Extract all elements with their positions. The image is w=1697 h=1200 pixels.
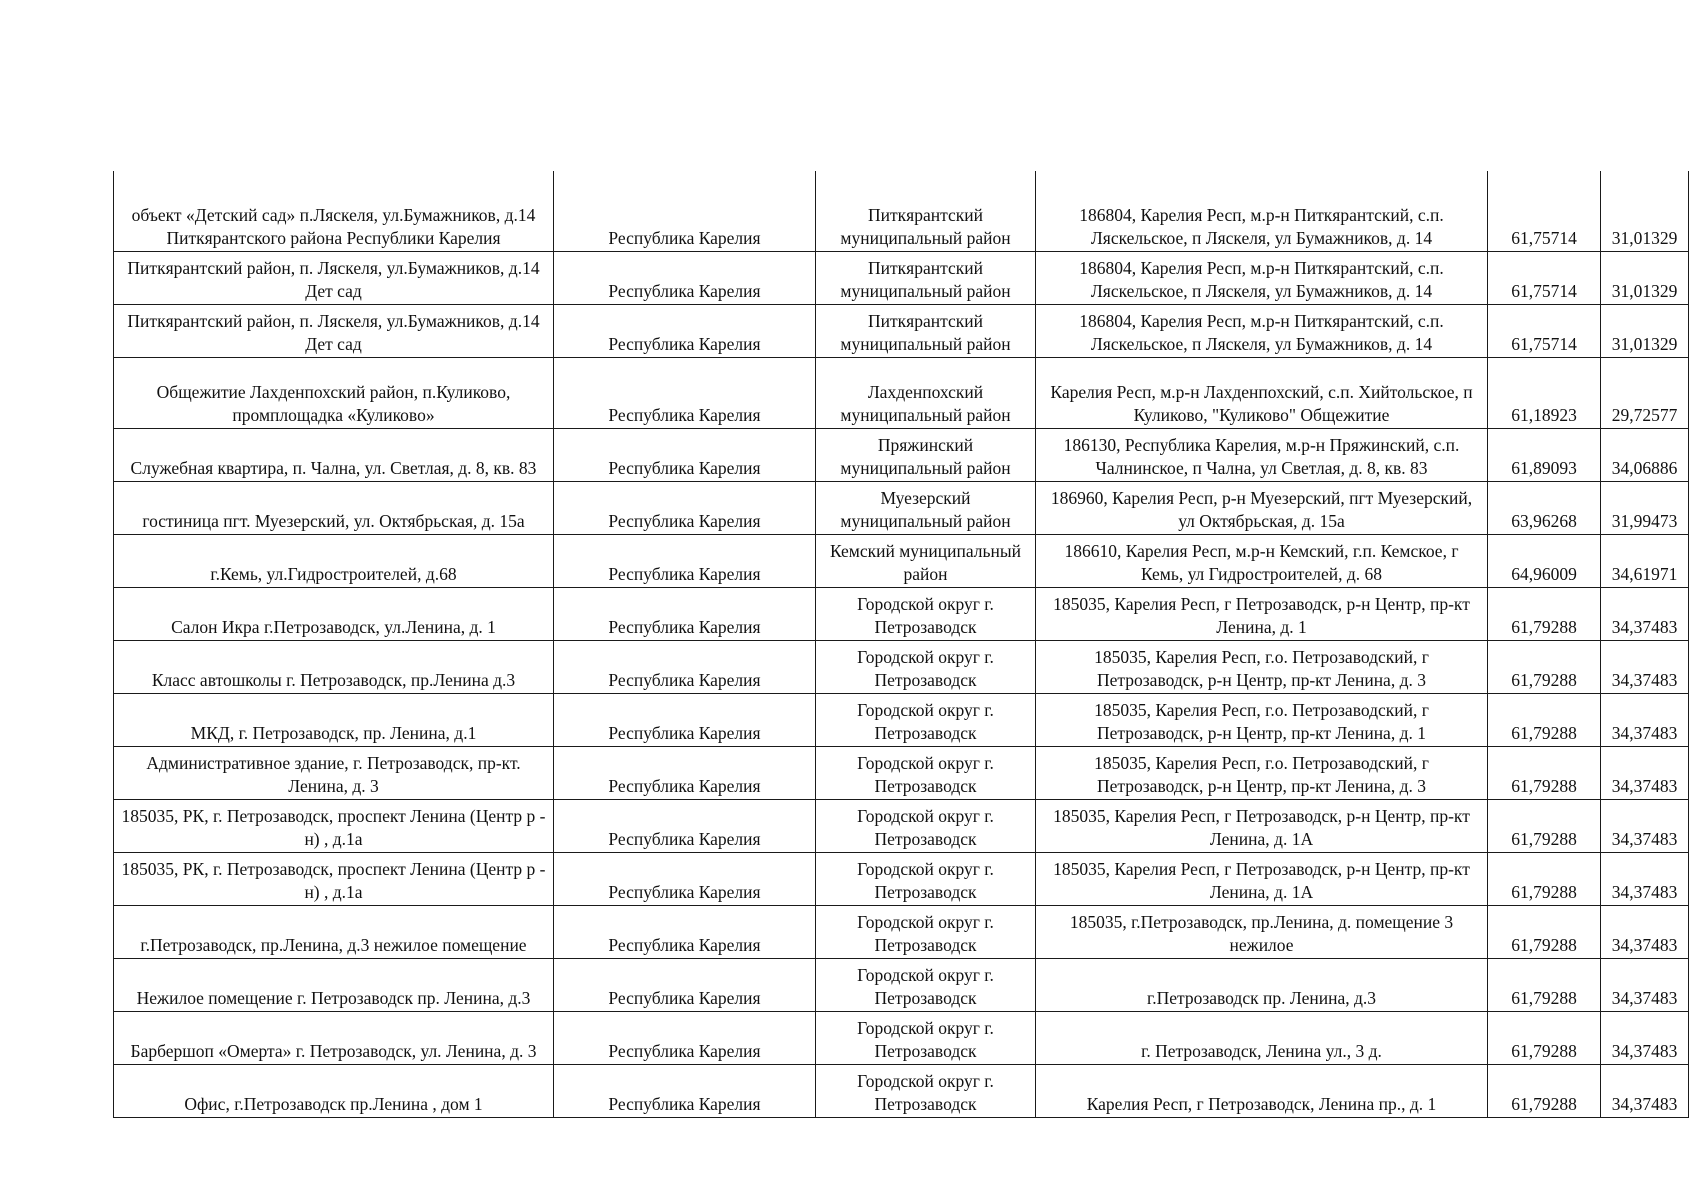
longitude-cell: 34,37483 bbox=[1601, 905, 1689, 958]
region-cell: Республика Карелия bbox=[554, 799, 816, 852]
object-name-cell: объект «Детский сад» п.Ляскеля, ул.Бумажников, д.14 Питкярантского района Республики Карелия bbox=[114, 171, 554, 251]
longitude-cell: 34,37483 bbox=[1601, 746, 1689, 799]
object-name-cell: г.Кемь, ул.Гидростроителей, д.68 bbox=[114, 534, 554, 587]
address-cell: 185035, Карелия Респ, г Петрозаводск, р-н Центр, пр-кт Ленина, д. 1 bbox=[1036, 587, 1488, 640]
latitude-cell: 61,75714 bbox=[1488, 171, 1601, 251]
table-row bbox=[114, 905, 1689, 958]
address-cell: 185035, г.Петрозаводск, пр.Ленина, д. помещение 3 нежилое bbox=[1036, 905, 1488, 958]
district-cell: Пряжинский муниципальный район bbox=[816, 428, 1036, 481]
longitude-cell: 29,72577 bbox=[1601, 357, 1689, 428]
table-row bbox=[114, 357, 1689, 428]
district-cell: Городской округ г. Петрозаводск bbox=[816, 693, 1036, 746]
longitude-cell: 34,37483 bbox=[1601, 587, 1689, 640]
region-cell: Республика Карелия bbox=[554, 746, 816, 799]
longitude-cell: 34,06886 bbox=[1601, 428, 1689, 481]
address-cell: Карелия Респ, м.р-н Лахденпохский, с.п. Хийтольское, п Куликово, "Куликово" Общежитие bbox=[1036, 357, 1488, 428]
longitude-cell: 34,37483 bbox=[1601, 1064, 1689, 1117]
address-cell: Карелия Респ, г Петрозаводск, Ленина пр., д. 1 bbox=[1036, 1064, 1488, 1117]
table-row bbox=[114, 746, 1689, 799]
object-name-cell: Общежитие Лахденпохский район, п.Куликово, промплощадка «Куликово» bbox=[114, 357, 554, 428]
latitude-cell: 61,18923 bbox=[1488, 357, 1601, 428]
object-name-cell: Салон Икра г.Петрозаводск, ул.Ленина, д. 1 bbox=[114, 587, 554, 640]
table-row bbox=[114, 852, 1689, 905]
longitude-cell: 31,99473 bbox=[1601, 481, 1689, 534]
table-row bbox=[114, 1064, 1689, 1117]
region-cell: Республика Карелия bbox=[554, 1011, 816, 1064]
object-name-cell: Нежилое помещение г. Петрозаводск пр. Ленина, д.3 bbox=[114, 958, 554, 1011]
table-row bbox=[114, 534, 1689, 587]
district-cell: Муезерский муниципальный район bbox=[816, 481, 1036, 534]
object-name-cell: гостиница пгт. Муезерский, ул. Октябрьская, д. 15а bbox=[114, 481, 554, 534]
longitude-cell: 34,61971 bbox=[1601, 534, 1689, 587]
document-table bbox=[113, 171, 1689, 1118]
district-cell: Городской округ г. Петрозаводск bbox=[816, 852, 1036, 905]
table-row bbox=[114, 428, 1689, 481]
longitude-cell: 34,37483 bbox=[1601, 852, 1689, 905]
latitude-cell: 61,79288 bbox=[1488, 1064, 1601, 1117]
district-cell: Лахденпохский муниципальный район bbox=[816, 357, 1036, 428]
latitude-cell: 61,79288 bbox=[1488, 852, 1601, 905]
longitude-cell: 34,37483 bbox=[1601, 799, 1689, 852]
region-cell: Республика Карелия bbox=[554, 304, 816, 357]
address-cell: 185035, Карелия Респ, г.о. Петрозаводский, г Петрозаводск, р-н Центр, пр-кт Ленина, д. 3 bbox=[1036, 746, 1488, 799]
district-cell: Кемский муниципальный район bbox=[816, 534, 1036, 587]
region-cell: Республика Карелия bbox=[554, 481, 816, 534]
latitude-cell: 61,79288 bbox=[1488, 1011, 1601, 1064]
address-cell: 185035, Карелия Респ, г.о. Петрозаводский, г Петрозаводск, р-н Центр, пр-кт Ленина, д. 3 bbox=[1036, 640, 1488, 693]
address-cell: 186804, Карелия Респ, м.р-н Питкярантский, с.п. Ляскельское, п Ляскеля, ул Бумажников, д. 14 bbox=[1036, 251, 1488, 304]
table-row bbox=[114, 251, 1689, 304]
district-cell: Городской округ г. Петрозаводск bbox=[816, 1011, 1036, 1064]
district-cell: Городской округ г. Петрозаводск bbox=[816, 799, 1036, 852]
object-name-cell: Питкярантский район, п. Ляскеля, ул.Бумажников, д.14 Дет сад bbox=[114, 304, 554, 357]
latitude-cell: 61,89093 bbox=[1488, 428, 1601, 481]
region-cell: Республика Карелия bbox=[554, 587, 816, 640]
longitude-cell: 34,37483 bbox=[1601, 640, 1689, 693]
latitude-cell: 61,75714 bbox=[1488, 251, 1601, 304]
latitude-cell: 61,79288 bbox=[1488, 746, 1601, 799]
object-name-cell: МКД, г. Петрозаводск, пр. Ленина, д.1 bbox=[114, 693, 554, 746]
table-row bbox=[114, 587, 1689, 640]
region-cell: Республика Карелия bbox=[554, 534, 816, 587]
latitude-cell: 61,79288 bbox=[1488, 958, 1601, 1011]
address-cell: 185035, Карелия Респ, г Петрозаводск, р-н Центр, пр-кт Ленина, д. 1А bbox=[1036, 852, 1488, 905]
longitude-cell: 31,01329 bbox=[1601, 171, 1689, 251]
latitude-cell: 61,79288 bbox=[1488, 693, 1601, 746]
district-cell: Городской округ г. Петрозаводск bbox=[816, 587, 1036, 640]
district-cell: Городской округ г. Петрозаводск bbox=[816, 1064, 1036, 1117]
region-cell: Республика Карелия bbox=[554, 905, 816, 958]
latitude-cell: 61,79288 bbox=[1488, 905, 1601, 958]
longitude-cell: 31,01329 bbox=[1601, 304, 1689, 357]
region-cell: Республика Карелия bbox=[554, 357, 816, 428]
latitude-cell: 64,96009 bbox=[1488, 534, 1601, 587]
object-name-cell: г.Петрозаводск, пр.Ленина, д.3 нежилое помещение bbox=[114, 905, 554, 958]
latitude-cell: 61,79288 bbox=[1488, 587, 1601, 640]
longitude-cell: 34,37483 bbox=[1601, 1011, 1689, 1064]
address-cell: г.Петрозаводск пр. Ленина, д.3 bbox=[1036, 958, 1488, 1011]
table-row bbox=[114, 640, 1689, 693]
region-cell: Республика Карелия bbox=[554, 171, 816, 251]
table-row bbox=[114, 171, 1689, 251]
address-cell: 186804, Карелия Респ, м.р-н Питкярантский, с.п. Ляскельское, п Ляскеля, ул Бумажников, д. 14 bbox=[1036, 171, 1488, 251]
address-cell: 186130, Республика Карелия, м.р-н Пряжинский, с.п. Чалнинское, п Чална, ул Светлая, д. 8, кв. 83 bbox=[1036, 428, 1488, 481]
object-name-cell: Класс автошколы г. Петрозаводск, пр.Ленина д.3 bbox=[114, 640, 554, 693]
district-cell: Питкярантский муниципальный район bbox=[816, 171, 1036, 251]
object-name-cell: Офис, г.Петрозаводск пр.Ленина , дом 1 bbox=[114, 1064, 554, 1117]
region-cell: Республика Карелия bbox=[554, 693, 816, 746]
region-cell: Республика Карелия bbox=[554, 251, 816, 304]
region-cell: Республика Карелия bbox=[554, 428, 816, 481]
district-cell: Городской округ г. Петрозаводск bbox=[816, 746, 1036, 799]
table-row bbox=[114, 693, 1689, 746]
region-cell: Республика Карелия bbox=[554, 958, 816, 1011]
longitude-cell: 31,01329 bbox=[1601, 251, 1689, 304]
district-cell: Питкярантский муниципальный район bbox=[816, 251, 1036, 304]
longitude-cell: 34,37483 bbox=[1601, 958, 1689, 1011]
latitude-cell: 61,79288 bbox=[1488, 799, 1601, 852]
address-cell: 185035, Карелия Респ, г.о. Петрозаводский, г Петрозаводск, р-н Центр, пр-кт Ленина, д. 1 bbox=[1036, 693, 1488, 746]
address-cell: 186804, Карелия Респ, м.р-н Питкярантский, с.п. Ляскельское, п Ляскеля, ул Бумажников, д. 14 bbox=[1036, 304, 1488, 357]
address-cell: 185035, Карелия Респ, г Петрозаводск, р-н Центр, пр-кт Ленина, д. 1А bbox=[1036, 799, 1488, 852]
address-cell: 186610, Карелия Респ, м.р-н Кемский, г.п. Кемское, г Кемь, ул Гидростроителей, д. 68 bbox=[1036, 534, 1488, 587]
latitude-cell: 61,79288 bbox=[1488, 640, 1601, 693]
region-cell: Республика Карелия bbox=[554, 1064, 816, 1117]
object-name-cell: Барбершоп «Омерта» г. Петрозаводск, ул. Ленина, д. 3 bbox=[114, 1011, 554, 1064]
table-row bbox=[114, 304, 1689, 357]
table-row bbox=[114, 481, 1689, 534]
district-cell: Городской округ г. Петрозаводск bbox=[816, 958, 1036, 1011]
table-row bbox=[114, 958, 1689, 1011]
object-name-cell: 185035, РК, г. Петрозаводск, проспект Ленина (Центр р - н) , д.1а bbox=[114, 799, 554, 852]
district-cell: Городской округ г. Петрозаводск bbox=[816, 640, 1036, 693]
object-name-cell: 185035, РК, г. Петрозаводск, проспект Ленина (Центр р - н) , д.1а bbox=[114, 852, 554, 905]
region-cell: Республика Карелия bbox=[554, 640, 816, 693]
object-name-cell: Административное здание, г. Петрозаводск, пр-кт. Ленина, д. 3 bbox=[114, 746, 554, 799]
latitude-cell: 63,96268 bbox=[1488, 481, 1601, 534]
district-cell: Питкярантский муниципальный район bbox=[816, 304, 1036, 357]
table-row bbox=[114, 1011, 1689, 1064]
table-body bbox=[114, 171, 1689, 1117]
object-name-cell: Служебная квартира, п. Чална, ул. Светлая, д. 8, кв. 83 bbox=[114, 428, 554, 481]
latitude-cell: 61,75714 bbox=[1488, 304, 1601, 357]
district-cell: Городской округ г. Петрозаводск bbox=[816, 905, 1036, 958]
region-cell: Республика Карелия bbox=[554, 852, 816, 905]
object-name-cell: Питкярантский район, п. Ляскеля, ул.Бумажников, д.14 Дет сад bbox=[114, 251, 554, 304]
address-cell: 186960, Карелия Респ, р-н Муезерский, пгт Муезерский, ул Октябрьская, д. 15а bbox=[1036, 481, 1488, 534]
address-cell: г. Петрозаводск, Ленина ул., 3 д. bbox=[1036, 1011, 1488, 1064]
table-row bbox=[114, 799, 1689, 852]
longitude-cell: 34,37483 bbox=[1601, 693, 1689, 746]
